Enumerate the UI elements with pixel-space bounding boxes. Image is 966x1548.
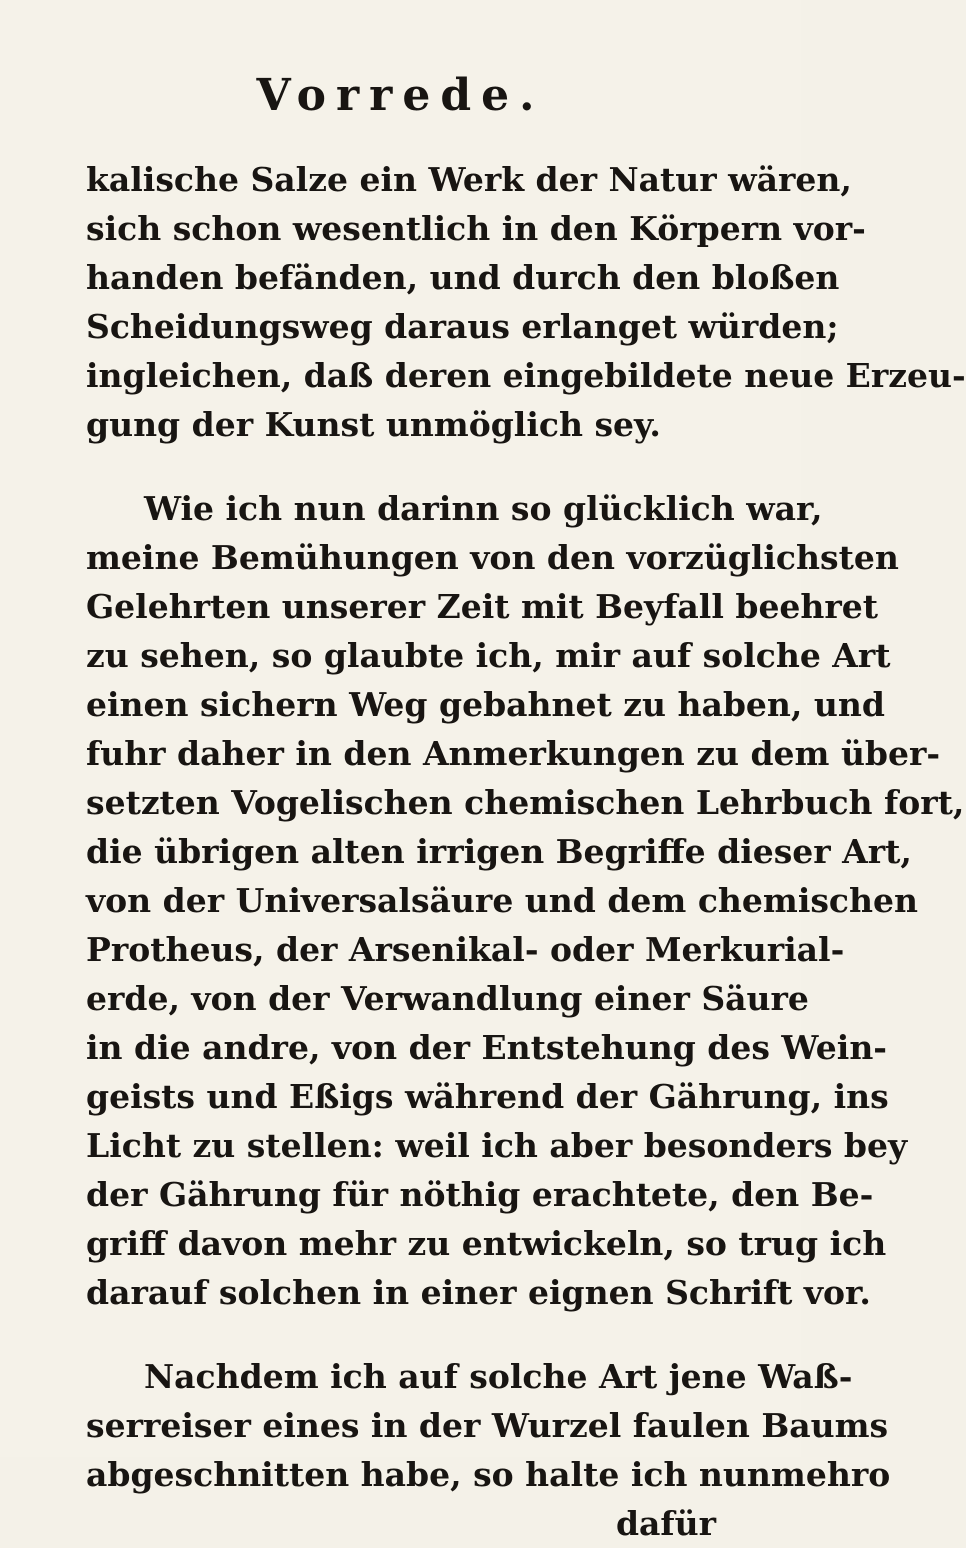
text-line: Gelehrten unserer Zeit mit Beyfall beehret [86,587,879,626]
text-line: erde, von der Verwandlung einer Säure [86,979,809,1018]
text-line: Wie ich nun darinn so glücklich war, [144,489,823,528]
text-line: gung der Kunst unmöglich sey. [86,405,661,444]
text-line: meine Bemühungen von den vorzüglichsten [86,538,899,577]
running-head: Vorrede. [256,70,545,121]
text-line: Protheus, der Arsenikal- oder Merkurial- [86,930,845,969]
text-line: ingleichen, daß deren eingebildete neue Erzeu- [86,356,966,395]
text-line: der Gährung für nöthig erachtete, den Be- [86,1175,874,1214]
paragraph-1 [86,155,966,449]
catchword: dafür [615,1504,716,1543]
text-line: geists und Eßigs während der Gährung, ins [86,1077,889,1116]
text-line: kalische Salze ein Werk der Natur wären, [86,160,852,199]
text-line: die übrigen alten irrigen Begriffe dieser Art, [86,832,912,871]
paragraph-3 [86,1352,891,1548]
text-line: Scheidungsweg daraus erlanget würden; [86,307,839,346]
text-line: darauf solchen in einer eignen Schrift vor. [86,1273,871,1312]
text-line: in die andre, von der Entstehung des Wein- [86,1028,888,1067]
text-line: fuhr daher in den Anmerkungen zu dem über- [86,734,941,773]
text-line: handen befänden, und durch den bloßen [86,258,840,297]
text-line: setzten Vogelischen chemischen Lehrbuch fort, [86,783,965,822]
text-line: serreiser eines in der Wurzel faulen Baums [86,1406,889,1445]
body-text [86,155,966,1548]
text-line: von der Universalsäure und dem chemischen [86,881,919,920]
paragraph-2 [86,484,965,1317]
text-line: abgeschnitten habe, so halte ich nunmehro [86,1455,891,1494]
text-line: Nachdem ich auf solche Art jene Waß- [144,1357,853,1396]
text-line: einen sichern Weg gebahnet zu haben, und [86,685,885,724]
text-line: Licht zu stellen: weil ich aber besonders bey [86,1126,908,1165]
text-line: griff davon mehr zu entwickeln, so trug ich [86,1224,887,1263]
text-line: zu sehen, so glaubte ich, mir auf solche Art [86,636,891,675]
text-line: sich schon wesentlich in den Körpern vor- [86,209,866,248]
